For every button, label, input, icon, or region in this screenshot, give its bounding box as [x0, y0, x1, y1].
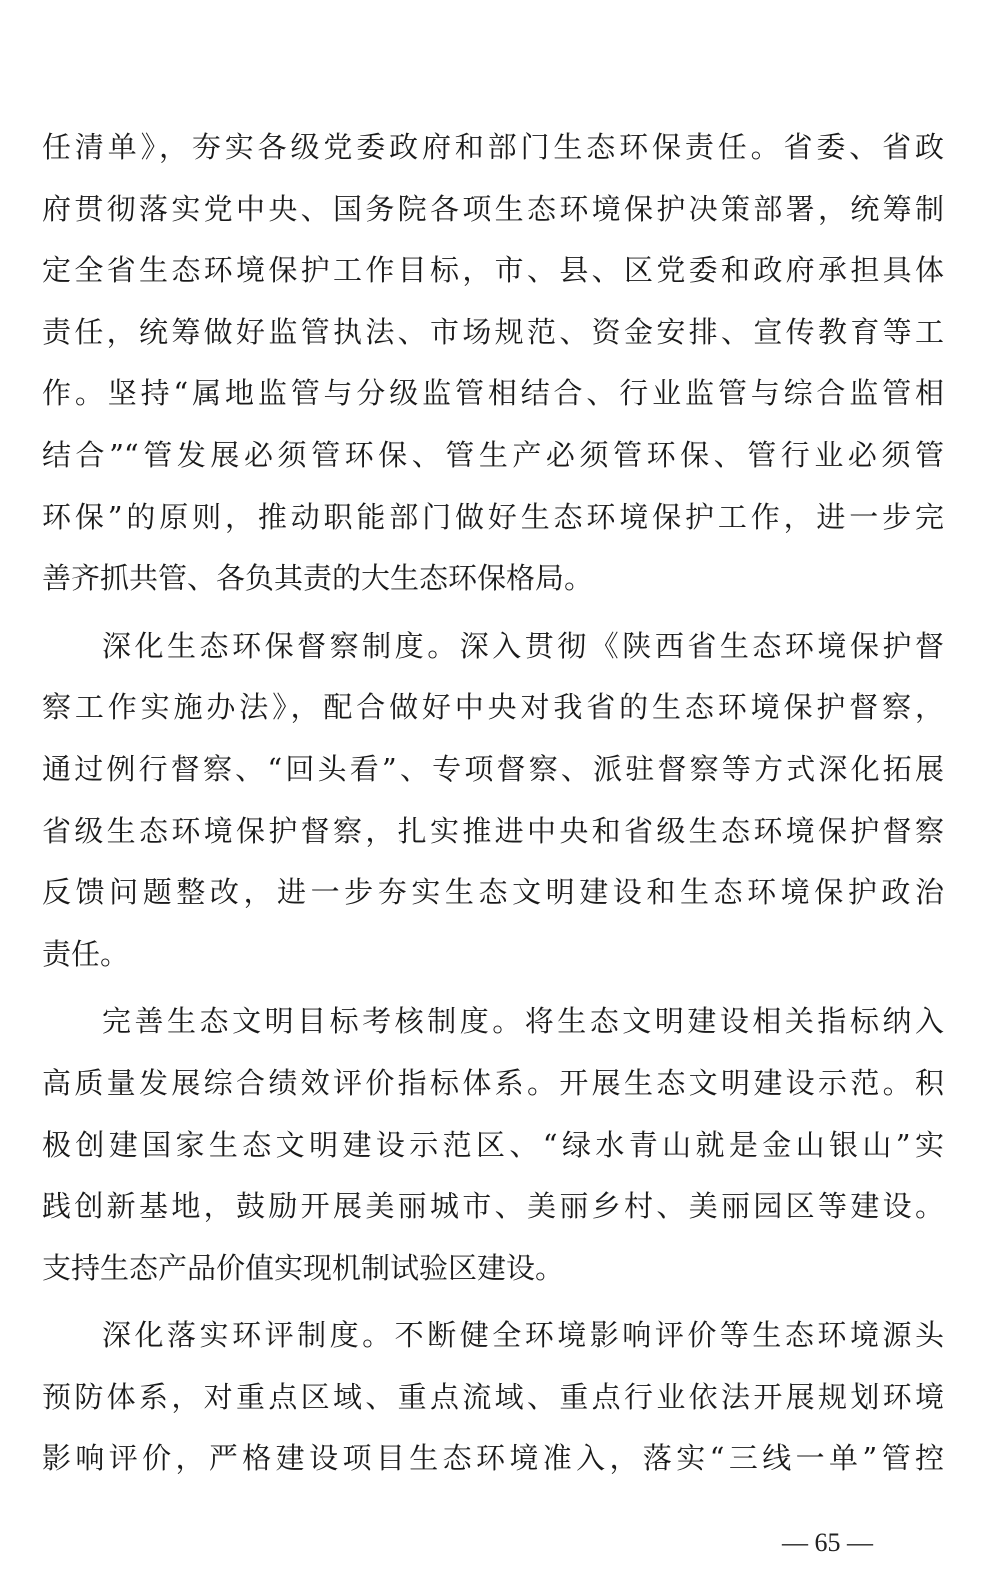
text-line: 察工作实施办法》，配合做好中央对我省的生态环境保护督察， — [42, 690, 944, 725]
paragraph-2 — [42, 616, 944, 986]
text-line: 定全省生态环境保护工作目标，市、县、区党委和政府承担具体 — [42, 253, 944, 288]
text-line: 完善生态文明目标考核制度。将生态文明建设相关指标纳入 — [102, 1004, 944, 1039]
text-line: 作。坚持“属地监管与分级监管相结合、行业监管与综合监管相 — [42, 376, 944, 411]
text-line: 通过例行督察、“回头看”、专项督察、派驻督察等方式深化拓展 — [42, 751, 944, 786]
text-line: 高质量发展综合绩效评价指标体系。开展生态文明建设示范。积 — [42, 1065, 944, 1100]
text-line: 府贯彻落实党中央、国务院各项生态环境保护决策部署，统筹制 — [42, 191, 944, 226]
text-line: 省级生态环境保护督察，扎实推进中央和省级生态环境保护督察 — [42, 813, 944, 848]
text-line: 责任，统筹做好监管执法、市场规范、资金安排、宣传教育等工 — [42, 314, 944, 349]
text-line: 极创建国家生态文明建设示范区、“绿水青山就是金山银山”实 — [42, 1127, 944, 1162]
page-number: — 65 — — [782, 1528, 873, 1557]
text-line: 深化生态环保督察制度。深入贯彻《陕西省生态环境保护督 — [102, 628, 944, 663]
text-line: 结合”“管发展必须管环保、管生产必须管环保、管行业必须管 — [42, 437, 944, 472]
text-line: 任清单》，夯实各级党委政府和部门生态环保责任。省委、省政 — [42, 130, 944, 164]
text-line: 反馈问题整改，进一步夯实生态文明建设和生态环境保护政治 — [42, 875, 944, 910]
paragraph-4 — [42, 1305, 944, 1490]
text-line: 践创新基地，鼓励开展美丽城市、美丽乡村、美丽园区等建设。 — [42, 1189, 944, 1224]
text-line: 善齐抓共管、各负其责的大生态环保格局。 — [42, 561, 594, 596]
text-line: 责任。 — [42, 936, 130, 971]
text-line: 深化落实环评制度。不断健全环境影响评价等生态环境源头 — [102, 1318, 944, 1353]
text-line: 预防体系，对重点区域、重点流域、重点行业依法开展规划环境 — [42, 1379, 944, 1414]
text-line: 支持生态产品价值实现机制试验区建设。 — [42, 1250, 565, 1285]
paragraph-3 — [42, 991, 944, 1299]
text-line: 影响评价，严格建设项目生态环境准入，落实“三线一单”管控 — [42, 1441, 944, 1476]
text-line: 环保”的原则，推动职能部门做好生态环境保护工作，进一步完 — [42, 499, 944, 534]
paragraph-1 — [42, 117, 944, 610]
